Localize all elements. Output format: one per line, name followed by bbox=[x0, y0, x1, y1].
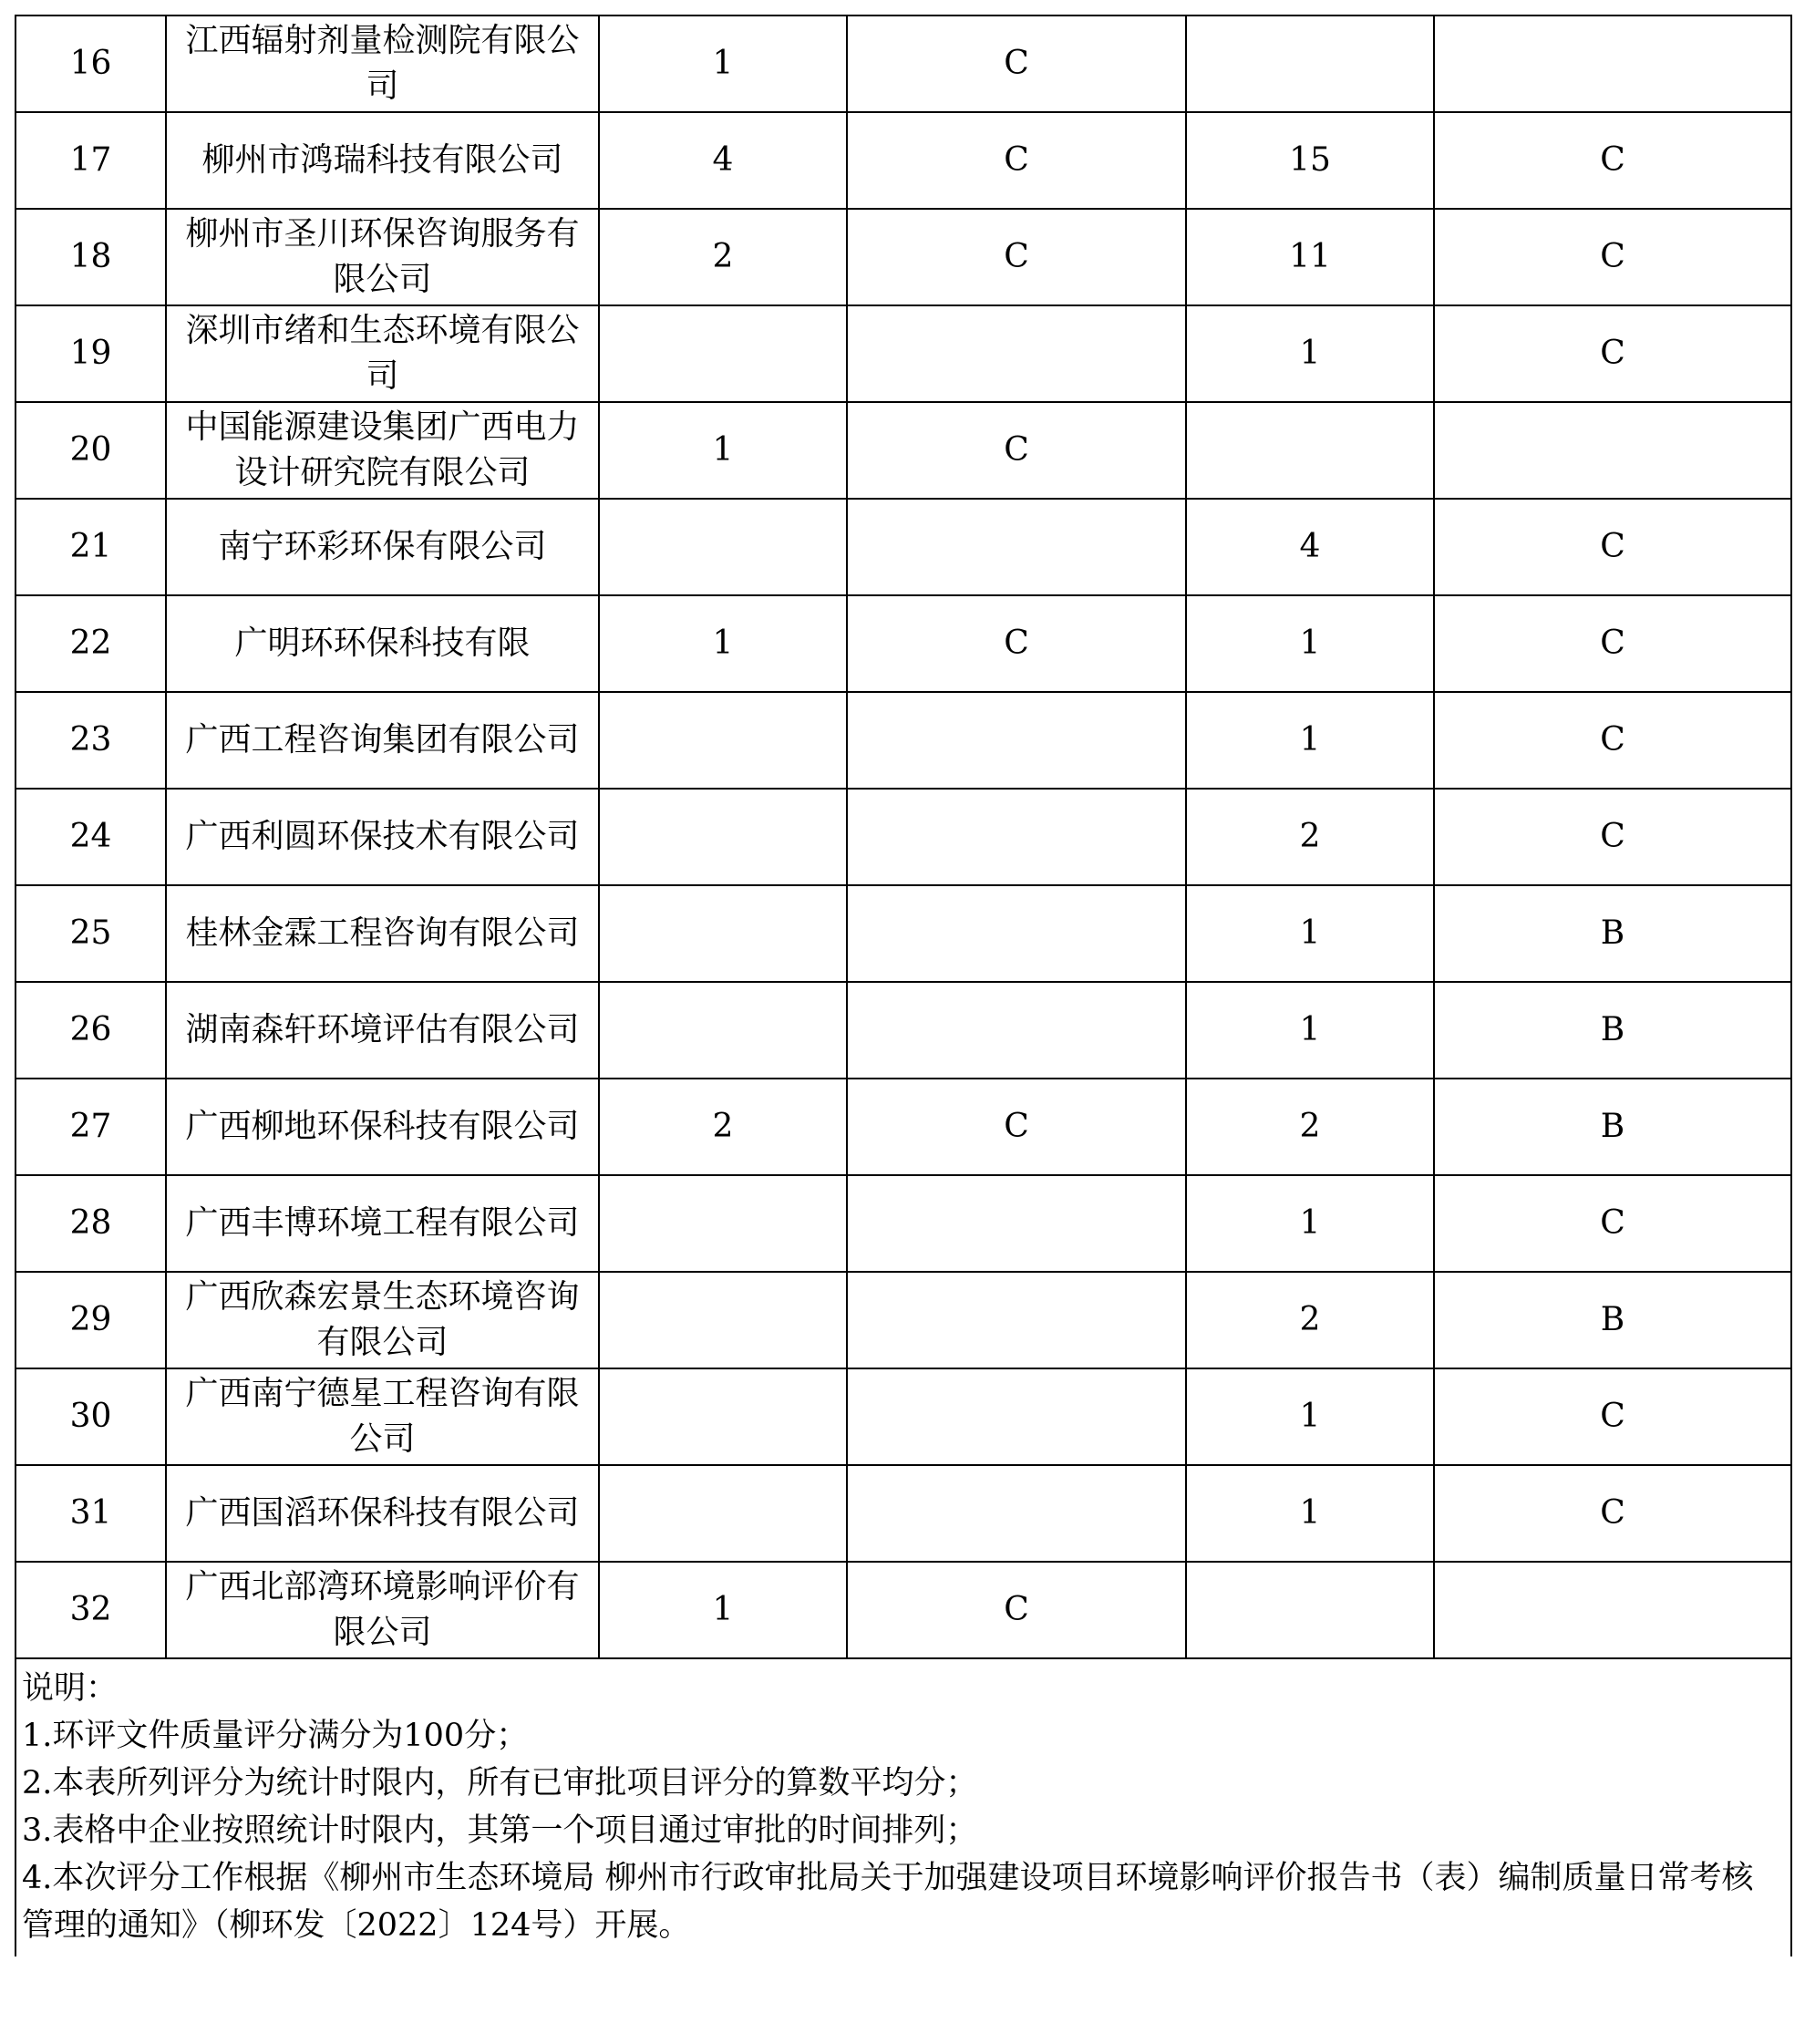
grade-1-cell bbox=[847, 692, 1186, 789]
grade-2-cell: B bbox=[1434, 982, 1791, 1079]
grade-1-cell: C bbox=[847, 112, 1186, 209]
table-row bbox=[15, 305, 1791, 402]
grade-1-cell bbox=[847, 885, 1186, 982]
grade-2-cell: C bbox=[1434, 1368, 1791, 1465]
company-name-cell: 广西欣森宏景生态环境咨询有限公司 bbox=[166, 1272, 599, 1368]
project-count-2-cell: 2 bbox=[1186, 1272, 1434, 1368]
project-count-1-cell bbox=[599, 305, 847, 402]
row-number-cell: 21 bbox=[15, 499, 166, 595]
notes-row bbox=[15, 1658, 1791, 1956]
project-count-1-cell bbox=[599, 1272, 847, 1368]
project-count-1-cell bbox=[599, 1175, 847, 1272]
project-count-2-cell: 1 bbox=[1186, 692, 1434, 789]
company-name-cell: 广明环环保科技有限 bbox=[166, 595, 599, 692]
grade-2-cell: C bbox=[1434, 692, 1791, 789]
grade-1-cell bbox=[847, 305, 1186, 402]
grade-1-cell bbox=[847, 499, 1186, 595]
company-name-cell: 广西南宁德星工程咨询有限公司 bbox=[166, 1368, 599, 1465]
table-row bbox=[15, 15, 1791, 112]
row-number-cell: 29 bbox=[15, 1272, 166, 1368]
project-count-1-cell bbox=[599, 789, 847, 885]
project-count-1-cell bbox=[599, 1368, 847, 1465]
table-row bbox=[15, 789, 1791, 885]
project-count-1-cell: 2 bbox=[599, 209, 847, 305]
project-count-2-cell: 1 bbox=[1186, 982, 1434, 1079]
table-row bbox=[15, 112, 1791, 209]
grade-1-cell: C bbox=[847, 402, 1186, 499]
project-count-2-cell: 15 bbox=[1186, 112, 1434, 209]
project-count-1-cell bbox=[599, 1465, 847, 1562]
row-number-cell: 31 bbox=[15, 1465, 166, 1562]
project-count-1-cell: 4 bbox=[599, 112, 847, 209]
rating-table-body bbox=[15, 15, 1791, 1658]
note-item-2: 2.本表所列评分为统计时限内，所有已审批项目评分的算数平均分； bbox=[22, 1765, 978, 1801]
project-count-1-cell bbox=[599, 692, 847, 789]
grade-2-cell: C bbox=[1434, 1175, 1791, 1272]
grade-1-cell bbox=[847, 1465, 1186, 1562]
table-row bbox=[15, 692, 1791, 789]
table-row bbox=[15, 1175, 1791, 1272]
project-count-1-cell bbox=[599, 885, 847, 982]
grade-2-cell bbox=[1434, 1562, 1791, 1658]
company-name-cell: 广西柳地环保科技有限公司 bbox=[166, 1079, 599, 1175]
project-count-2-cell: 1 bbox=[1186, 1465, 1434, 1562]
grade-2-cell: C bbox=[1434, 499, 1791, 595]
rating-table bbox=[15, 15, 1792, 1956]
grade-2-cell bbox=[1434, 15, 1791, 112]
project-count-1-cell: 1 bbox=[599, 1562, 847, 1658]
row-number-cell: 24 bbox=[15, 789, 166, 885]
grade-2-cell: C bbox=[1434, 112, 1791, 209]
project-count-1-cell: 1 bbox=[599, 15, 847, 112]
row-number-cell: 20 bbox=[15, 402, 166, 499]
project-count-2-cell: 4 bbox=[1186, 499, 1434, 595]
project-count-2-cell: 1 bbox=[1186, 1368, 1434, 1465]
company-name-cell: 南宁环彩环保有限公司 bbox=[166, 499, 599, 595]
project-count-1-cell: 1 bbox=[599, 402, 847, 499]
table-row bbox=[15, 402, 1791, 499]
grade-1-cell: C bbox=[847, 1079, 1186, 1175]
grade-1-cell bbox=[847, 982, 1186, 1079]
company-name-cell: 广西国滔环保科技有限公司 bbox=[166, 1465, 599, 1562]
grade-2-cell: C bbox=[1434, 595, 1791, 692]
table-row bbox=[15, 1272, 1791, 1368]
grade-1-cell bbox=[847, 1175, 1186, 1272]
row-number-cell: 32 bbox=[15, 1562, 166, 1658]
company-name-cell: 广西利圆环保技术有限公司 bbox=[166, 789, 599, 885]
notes-section bbox=[15, 1658, 1791, 1956]
grade-2-cell: B bbox=[1434, 1079, 1791, 1175]
table-row bbox=[15, 595, 1791, 692]
project-count-2-cell: 2 bbox=[1186, 1079, 1434, 1175]
project-count-2-cell: 11 bbox=[1186, 209, 1434, 305]
table-row bbox=[15, 1465, 1791, 1562]
table-row bbox=[15, 885, 1791, 982]
company-name-cell: 广西丰博环境工程有限公司 bbox=[166, 1175, 599, 1272]
table-row bbox=[15, 499, 1791, 595]
row-number-cell: 27 bbox=[15, 1079, 166, 1175]
row-number-cell: 17 bbox=[15, 112, 166, 209]
project-count-2-cell: 1 bbox=[1186, 305, 1434, 402]
row-number-cell: 28 bbox=[15, 1175, 166, 1272]
row-number-cell: 19 bbox=[15, 305, 166, 402]
grade-2-cell: B bbox=[1434, 1272, 1791, 1368]
row-number-cell: 16 bbox=[15, 15, 166, 112]
project-count-1-cell bbox=[599, 982, 847, 1079]
company-name-cell: 广西工程咨询集团有限公司 bbox=[166, 692, 599, 789]
company-name-cell: 桂林金霖工程咨询有限公司 bbox=[166, 885, 599, 982]
grade-2-cell: B bbox=[1434, 885, 1791, 982]
grade-1-cell bbox=[847, 1368, 1186, 1465]
grade-1-cell: C bbox=[847, 1562, 1186, 1658]
table-row bbox=[15, 1079, 1791, 1175]
table-row bbox=[15, 209, 1791, 305]
grade-2-cell: C bbox=[1434, 1465, 1791, 1562]
project-count-2-cell bbox=[1186, 1562, 1434, 1658]
row-number-cell: 26 bbox=[15, 982, 166, 1079]
row-number-cell: 25 bbox=[15, 885, 166, 982]
project-count-2-cell: 2 bbox=[1186, 789, 1434, 885]
row-number-cell: 18 bbox=[15, 209, 166, 305]
row-number-cell: 30 bbox=[15, 1368, 166, 1465]
grade-2-cell: C bbox=[1434, 789, 1791, 885]
grade-1-cell bbox=[847, 1272, 1186, 1368]
project-count-2-cell bbox=[1186, 402, 1434, 499]
company-name-cell: 柳州市圣川环保咨询服务有限公司 bbox=[166, 209, 599, 305]
notes-cell bbox=[15, 1658, 1791, 1956]
project-count-2-cell bbox=[1186, 15, 1434, 112]
project-count-2-cell: 1 bbox=[1186, 595, 1434, 692]
grade-2-cell: C bbox=[1434, 209, 1791, 305]
table-row bbox=[15, 982, 1791, 1079]
grade-2-cell: C bbox=[1434, 305, 1791, 402]
project-count-2-cell: 1 bbox=[1186, 1175, 1434, 1272]
company-name-cell: 江西辐射剂量检测院有限公司 bbox=[166, 15, 599, 112]
grade-1-cell: C bbox=[847, 595, 1186, 692]
project-count-2-cell: 1 bbox=[1186, 885, 1434, 982]
grade-1-cell bbox=[847, 789, 1186, 885]
row-number-cell: 23 bbox=[15, 692, 166, 789]
company-name-cell: 湖南森轩环境评估有限公司 bbox=[166, 982, 599, 1079]
project-count-1-cell: 1 bbox=[599, 595, 847, 692]
table-row bbox=[15, 1562, 1791, 1658]
note-item-1: 1.环评文件质量评分满分为100分； bbox=[22, 1718, 529, 1754]
grade-1-cell: C bbox=[847, 209, 1186, 305]
company-name-cell: 柳州市鸿瑞科技有限公司 bbox=[166, 112, 599, 209]
note-item-4: 4.本次评分工作根据《柳州市生态环境局 柳州市行政审批局关于加强建设项目环境影响评价报告书（表）编制质量日常考核管理的通知》（柳环发〔2022〕124号）开展。 bbox=[22, 1860, 1754, 1944]
company-name-cell: 中国能源建设集团广西电力设计研究院有限公司 bbox=[166, 402, 599, 499]
project-count-1-cell: 2 bbox=[599, 1079, 847, 1175]
note-item-3: 3.表格中企业按照统计时限内，其第一个项目通过审批的时间排列； bbox=[22, 1812, 978, 1849]
row-number-cell: 22 bbox=[15, 595, 166, 692]
notes-heading: 说明： bbox=[22, 1670, 119, 1707]
table-row bbox=[15, 1368, 1791, 1465]
grade-1-cell: C bbox=[847, 15, 1186, 112]
company-name-cell: 广西北部湾环境影响评价有限公司 bbox=[166, 1562, 599, 1658]
project-count-1-cell bbox=[599, 499, 847, 595]
grade-2-cell bbox=[1434, 402, 1791, 499]
company-name-cell: 深圳市绪和生态环境有限公司 bbox=[166, 305, 599, 402]
